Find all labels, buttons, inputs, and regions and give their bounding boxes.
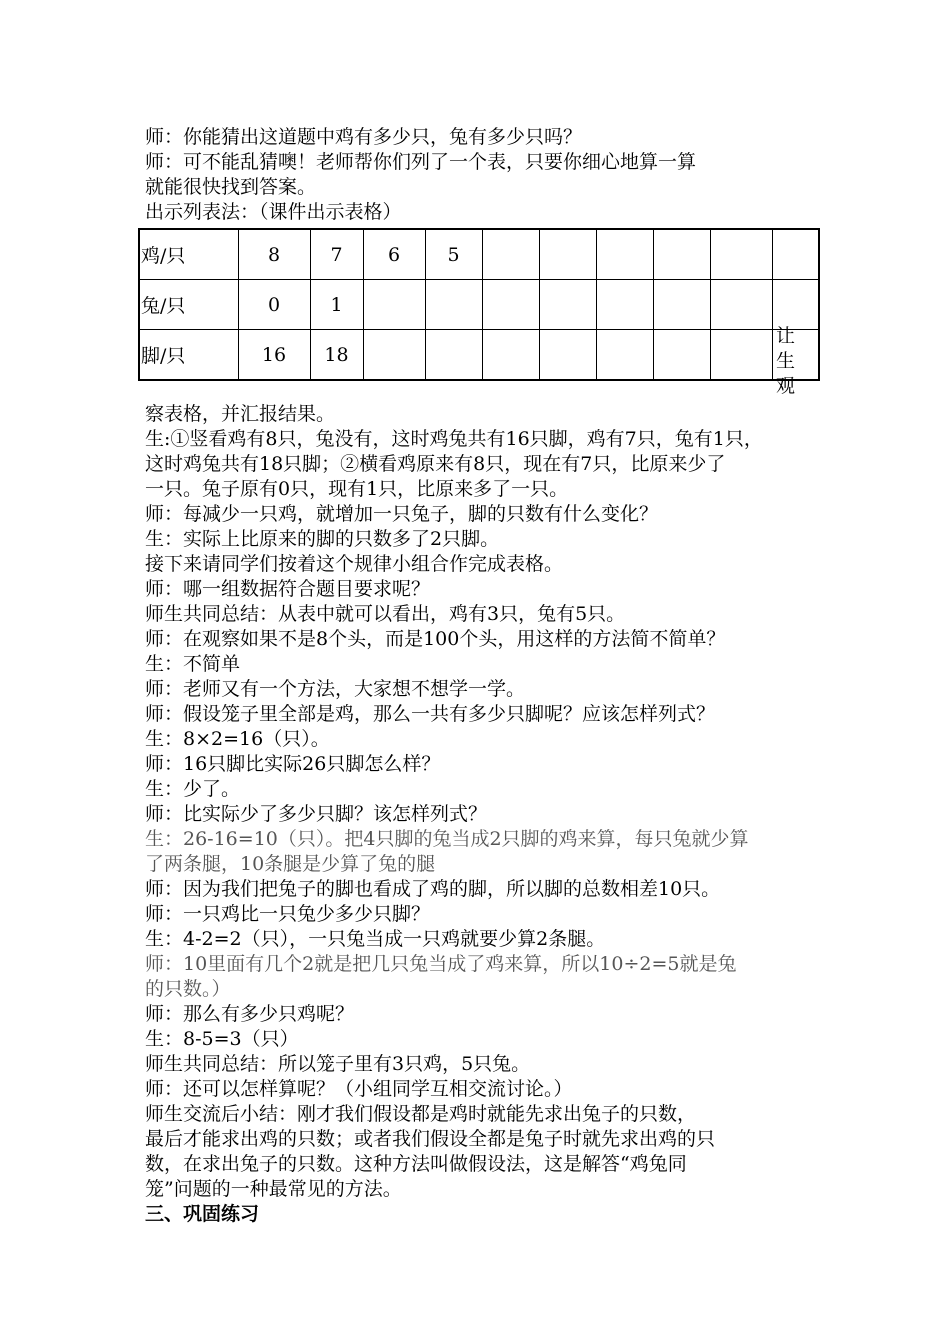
text-line: 察表格，并汇报结果。 xyxy=(145,403,336,425)
text-line: 师：哪一组数据符合题目要求呢？ xyxy=(145,578,431,600)
text-line: 师：可不能乱猜噢！老师帮你们列了一个表，只要你细心地算一算 xyxy=(145,151,697,173)
table-cell xyxy=(363,330,425,381)
text-line: 师：16只脚比实际26只脚怎么样？ xyxy=(145,753,441,775)
table-cell xyxy=(425,330,482,381)
text-line: 最后才能求出鸡的只数；或者我们假设全都是兔子时就先求出鸡的只 xyxy=(145,1128,716,1150)
text-line: 生：4-2=2（只），一只兔当成一只鸡就要少算2条腿。 xyxy=(145,928,606,950)
table-cell xyxy=(653,280,710,330)
text-line: 师：因为我们把兔子的脚也看成了鸡的脚，所以脚的总数相差10只。 xyxy=(145,878,721,900)
text-line: 师：老师又有一个方法，大家想不想学一学。 xyxy=(145,678,526,700)
table-cell xyxy=(710,330,772,381)
table-cell xyxy=(710,280,772,330)
table-cell: 18 xyxy=(310,330,363,381)
text-line: 师：那么有多少只鸡呢？ xyxy=(145,1003,355,1025)
text-line: 了两条腿，10条腿是少算了兔的腿 xyxy=(145,853,436,875)
chicken-rabbit-table xyxy=(138,228,820,381)
table-cell xyxy=(596,330,653,381)
text-line: 师：10里面有几个2就是把几只兔当成了鸡来算，所以10÷2=5就是兔 xyxy=(145,953,737,975)
text-line: 生：少了。 xyxy=(145,778,241,800)
table-cell xyxy=(710,229,772,280)
side-text-char: 生 xyxy=(776,350,796,372)
text-line: 师：还可以怎样算呢？（小组同学互相交流讨论。） xyxy=(145,1078,573,1100)
table-row xyxy=(139,280,819,330)
text-line: 师：每减少一只鸡，就增加一只兔子，脚的只数有什么变化？ xyxy=(145,503,659,525)
table-cell: 0 xyxy=(238,280,310,330)
table-cell: 1 xyxy=(310,280,363,330)
section-heading: 三、巩固练习 xyxy=(145,1203,260,1225)
text-line: 生：8-5=3（只） xyxy=(145,1028,299,1050)
table-cell xyxy=(539,229,596,280)
table-cell xyxy=(772,280,819,330)
text-line: 师：比实际少了多少只脚？该怎样列式？ xyxy=(145,803,488,825)
table-cell xyxy=(539,330,596,381)
table-cell xyxy=(653,229,710,280)
table-row xyxy=(139,330,819,381)
text-line: 生：26-16=10（只）。把4只脚的兔当成2只脚的鸡来算，每只兔就少算 xyxy=(145,828,749,850)
text-line: 笼”问题的一种最常见的方法。 xyxy=(145,1178,402,1200)
row-header: 脚/只 xyxy=(139,330,238,381)
text-line: 接下来请同学们按着这个规律小组合作完成表格。 xyxy=(145,553,564,575)
text-line: 师：假设笼子里全部是鸡，那么一共有多少只脚呢？应该怎样列式？ xyxy=(145,703,716,725)
table-cell xyxy=(425,280,482,330)
text-line: 师：你能猜出这道题中鸡有多少只，兔有多少只吗？ xyxy=(145,126,583,148)
text-line: 生：不简单 xyxy=(145,653,241,675)
table-cell xyxy=(482,330,539,381)
side-text-char: 让 xyxy=(776,325,796,347)
text-line: 生：实际上比原来的脚的只数多了2只脚。 xyxy=(145,528,500,550)
side-text-char: 观 xyxy=(776,375,796,397)
row-header: 兔/只 xyxy=(139,280,238,330)
table-cell xyxy=(482,229,539,280)
text-line: 出示列表法：（课件出示表格） xyxy=(145,201,402,223)
table-cell xyxy=(482,280,539,330)
text-line: 师：在观察如果不是8个头，而是100个头，用这样的方法简不简单？ xyxy=(145,628,726,650)
table-cell: 7 xyxy=(310,229,363,280)
text-line: 师生共同总结：所以笼子里有3只鸡，5只兔。 xyxy=(145,1053,531,1075)
table-row xyxy=(139,229,819,280)
table-cell xyxy=(653,330,710,381)
text-line: 就能很快找到答案。 xyxy=(145,176,317,198)
table-cell: 6 xyxy=(363,229,425,280)
text-line: 生：8×2=16（只）。 xyxy=(145,728,330,750)
text-line: 这时鸡兔共有18只脚；②横看鸡原来有8只，现在有7只，比原来少了 xyxy=(145,453,726,475)
text-line: 师生交流后小结：刚才我们假设都是鸡时就能先求出兔子的只数， xyxy=(145,1103,697,1125)
table-cell xyxy=(539,280,596,330)
text-line: 师：一只鸡比一只兔少多少只脚？ xyxy=(145,903,431,925)
table-cell xyxy=(596,229,653,280)
table-cell xyxy=(772,229,819,280)
table-cell xyxy=(363,280,425,330)
text-line: 的只数。） xyxy=(145,978,231,1000)
text-line: 生:①竖看鸡有8只，兔没有，这时鸡兔共有16只脚，鸡有7只，兔有1只， xyxy=(145,428,763,450)
row-header: 鸡/只 xyxy=(139,229,238,280)
text-line: 数，在求出兔子的只数。这种方法叫做假设法，这是解答“鸡兔同 xyxy=(145,1153,687,1175)
table-cell: 16 xyxy=(238,330,310,381)
table-cell xyxy=(596,280,653,330)
table-cell: 5 xyxy=(425,229,482,280)
text-line: 师生共同总结：从表中就可以看出，鸡有3只，兔有5只。 xyxy=(145,603,626,625)
text-line: 一只。兔子原有0只，现有1只，比原来多了一只。 xyxy=(145,478,569,500)
table-cell: 8 xyxy=(238,229,310,280)
